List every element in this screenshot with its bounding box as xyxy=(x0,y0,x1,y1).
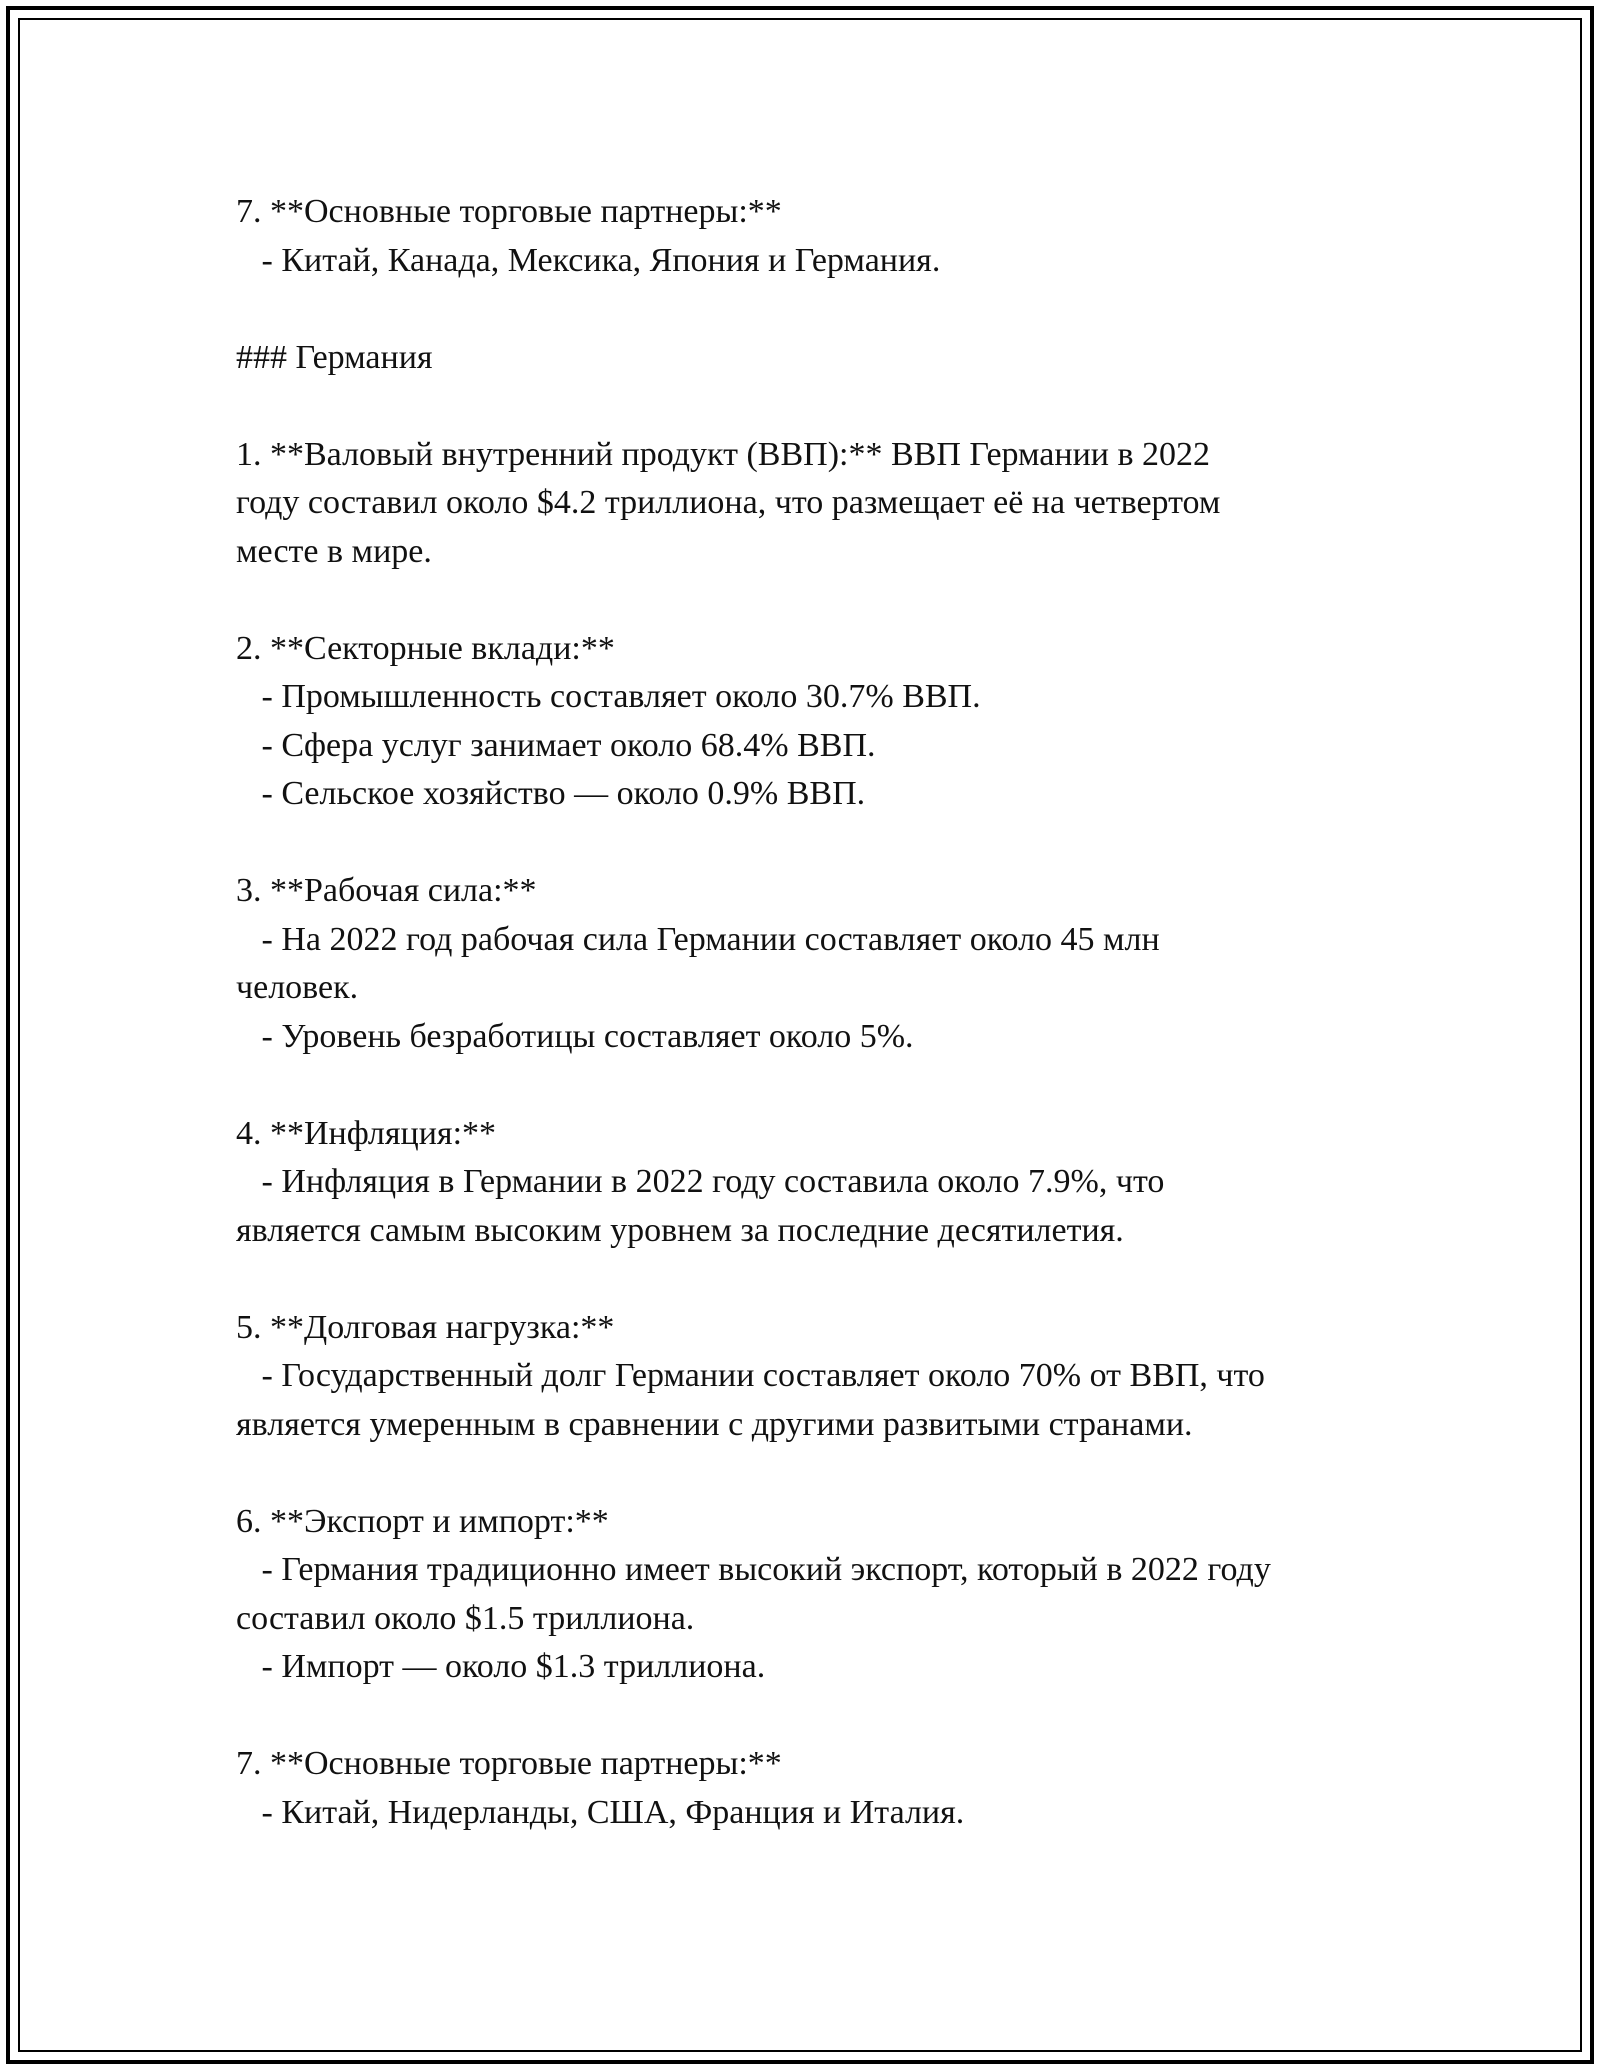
text-line: ### Германия xyxy=(236,338,433,376)
blank-line xyxy=(236,576,1376,625)
text-line: 5. **Долговая нагрузка:** xyxy=(236,1308,615,1346)
text-line: 6. **Экспорт и импорт:** xyxy=(236,1502,609,1540)
text-line: году составил около $4.2 триллиона, что размещает её на четвертом xyxy=(236,484,1221,521)
text-line: - Китай, Канада, Мексика, Япония и Германия. xyxy=(236,241,941,279)
text-line: - На 2022 год рабочая сила Германии составляет около 45 млн xyxy=(236,920,1160,958)
section-sector-contributions xyxy=(236,625,1376,819)
text-line: 1. **Валовый внутренний продукт (ВВП):** ВВП Германии в 2022 xyxy=(236,435,1211,473)
section-heading-germany xyxy=(236,334,1376,383)
blank-line xyxy=(236,1692,1376,1741)
text-line: 7. **Основные торговые партнеры:** xyxy=(236,193,782,230)
section-gdp xyxy=(236,431,1376,577)
text-line: - Уровень безработицы составляет около 5%. xyxy=(236,1017,914,1055)
text-line: - Сфера услуг занимает около 68.4% ВВП. xyxy=(236,726,876,764)
blank-line xyxy=(236,1061,1376,1110)
blank-line xyxy=(236,1255,1376,1304)
section-debt xyxy=(236,1304,1376,1450)
text-line: составил около $1.5 триллиона. xyxy=(236,1599,695,1637)
text-line: является самым высоким уровнем за последние десятилетия. xyxy=(236,1211,1124,1249)
blank-line xyxy=(236,382,1376,431)
document-body xyxy=(236,188,1376,1837)
text-line: - Инфляция в Германии в 2022 году составила около 7.9%, что xyxy=(236,1163,1165,1200)
text-line: месте в мире. xyxy=(236,532,432,570)
text-line: 7. **Основные торговые партнеры:** xyxy=(236,1745,782,1782)
text-line: - Государственный долг Германии составляет около 70% от ВВП, что xyxy=(236,1357,1265,1394)
text-line: - Промышленность составляет около 30.7% ВВП. xyxy=(236,678,981,715)
blank-line xyxy=(236,819,1376,868)
text-line: является умеренным в сравнении с другими развитыми странами. xyxy=(236,1405,1193,1443)
text-line: 3. **Рабочая сила:** xyxy=(236,872,537,909)
text-line: - Сельское хозяйство — около 0.9% ВВП. xyxy=(236,775,866,812)
section-usa-trade-partners xyxy=(236,188,1376,285)
section-germany-trade-partners xyxy=(236,1740,1376,1837)
text-line: - Импорт — около $1.3 триллиона. xyxy=(236,1648,766,1685)
section-inflation xyxy=(236,1110,1376,1256)
text-line: 2. **Секторные вклади:** xyxy=(236,629,615,667)
blank-line xyxy=(236,285,1376,334)
text-line: человек. xyxy=(236,969,359,1006)
section-export-import xyxy=(236,1498,1376,1692)
text-line: 4. **Инфляция:** xyxy=(236,1114,497,1152)
section-labor-force xyxy=(236,867,1376,1061)
blank-line xyxy=(236,1449,1376,1498)
text-line: - Китай, Нидерланды, США, Франция и Италия. xyxy=(236,1793,965,1831)
text-line: - Германия традиционно имеет высокий экспорт, который в 2022 году xyxy=(236,1551,1271,1588)
